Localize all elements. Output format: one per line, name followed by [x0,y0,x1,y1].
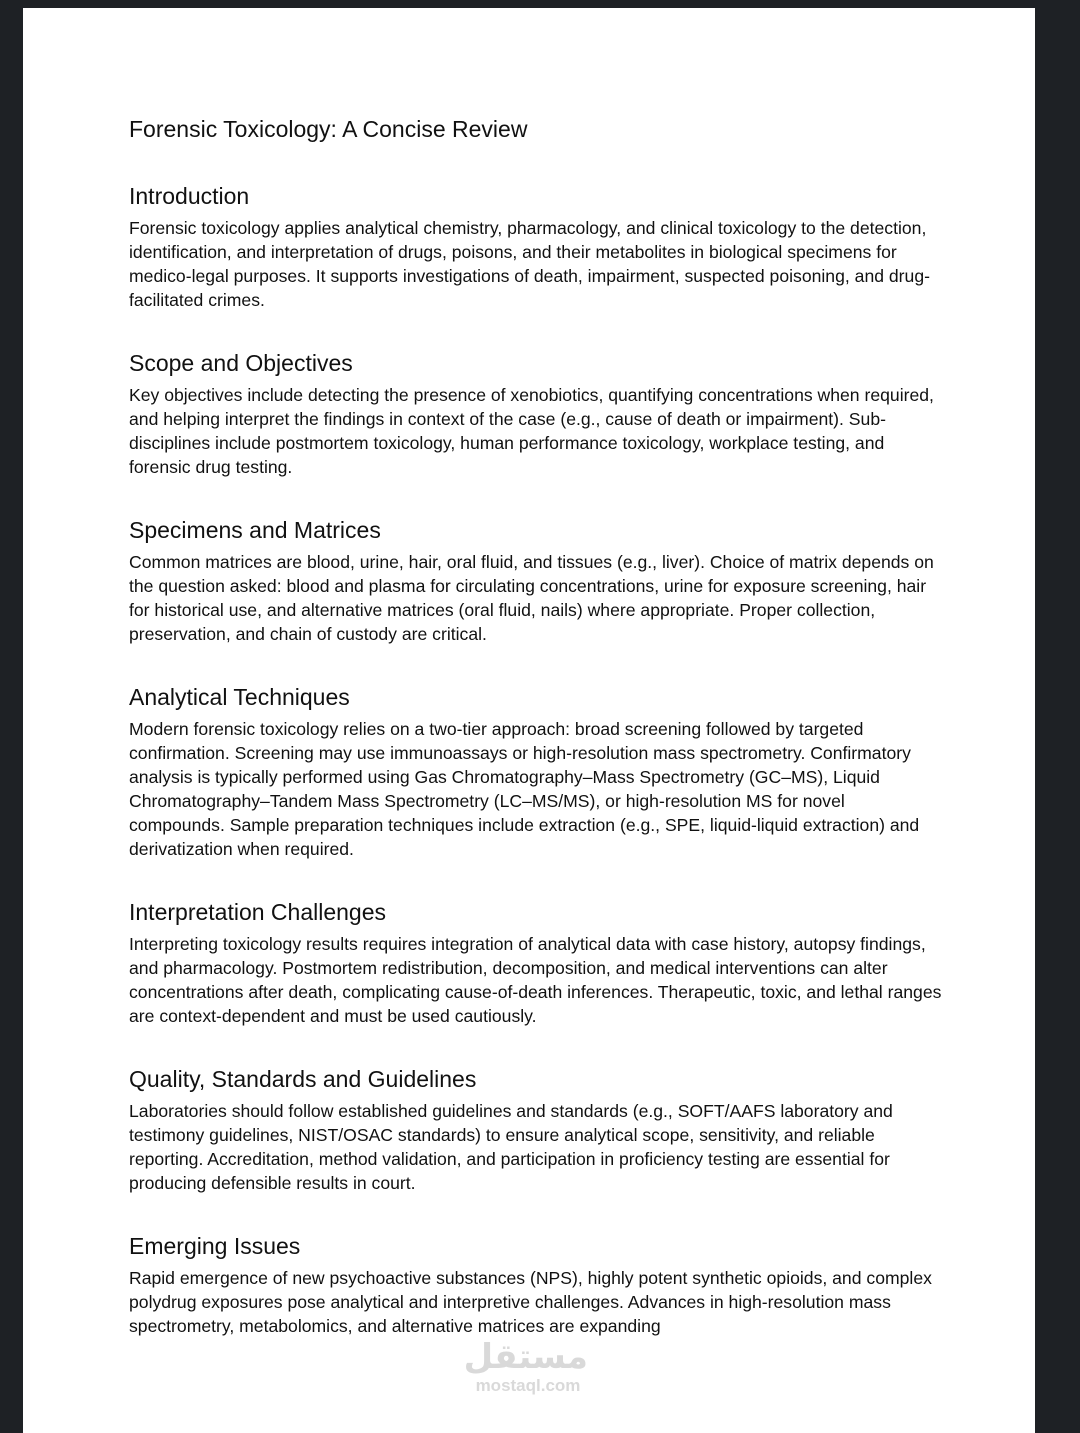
document-title: Forensic Toxicology: A Concise Review [129,116,528,142]
document-page [23,8,1035,1433]
section-interpretation-challenges [129,897,944,1028]
watermark [463,1337,588,1396]
watermark-logo: مستقل [463,1337,588,1377]
section-body: Forensic toxicology applies analytical chemistry, pharmacology, and clinical toxicology to the detection, identification, and interpretation of drugs, poisons, and their metabolites in biological specimens for medico-legal purposes. It supports investigations of death, impairment, suspected poisoning, and drug-facilitated crimes. [129,218,930,310]
section-heading: Scope and Objectives [129,350,353,376]
section-emerging-issues [129,1231,944,1338]
watermark-domain: mostaql.com [475,1376,581,1395]
section-analytical-techniques [129,682,944,861]
section-body: Interpreting toxicology results requires integration of analytical data with case history, autopsy findings, and pharmacology. Postmortem redistribution, decomposition, and medical interventions can alter concentrations after death, complicating cause-of-death inferences. Therapeutic, toxic, and lethal ranges are context-dependent and must be used cautiously. [129,934,942,1026]
section-body: Rapid emergence of new psychoactive substances (NPS), highly potent synthetic opioids, and complex polydrug exposures pose analytical and interpretive challenges. Advances in high-resolution mass spectrometry, metabolomics, and alternative matrices are expanding [129,1268,932,1336]
section-introduction [129,181,944,312]
section-heading: Introduction [129,183,250,209]
section-quality-standards [129,1064,944,1195]
section-body: Laboratories should follow established guidelines and standards (e.g., SOFT/AAFS laboratory and testimony guidelines, NIST/OSAC standards) to ensure analytical scope, sensitivity, and reliable reporting. Accreditation, method validation, and participation in proficiency testing are essential for producing defensible results in court. [129,1101,893,1193]
section-body: Modern forensic toxicology relies on a two-tier approach: broad screening followed by targeted confirmation. Screening may use immunoassays or high-resolution mass spectrometry. Confirmatory analysis is typically performed using Gas Chromatography–Mass Spectrometry (GC–MS), Liquid Chromatography–Tandem Mass Spectrometry (LC–MS/MS), or high-resolution MS for novel compounds. Sample preparation techniques include extraction (e.g., SPE, liquid-liquid extraction) and derivatization when required. [129,719,920,859]
section-body: Key objectives include detecting the presence of xenobiotics, quantifying concentrations when required, and helping interpret the findings in context of the case (e.g., cause of death or impairment). Sub-disciplines include postmortem toxicology, human performance toxicology, workplace testing, and forensic drug testing. [129,385,934,477]
section-heading: Analytical Techniques [129,684,350,710]
section-scope-and-objectives [129,348,944,479]
section-body: Common matrices are blood, urine, hair, oral fluid, and tissues (e.g., liver). Choice of matrix depends on the question asked: blood and plasma for circulating concentrations, urine for exposure screening, hair for historical use, and alternative matrices (oral fluid, nails) where appropriate. Proper collection, preservation, and chain of custody are critical. [129,552,934,644]
section-heading: Specimens and Matrices [129,517,381,543]
section-specimens-and-matrices [129,515,944,646]
section-heading: Quality, Standards and Guidelines [129,1066,477,1092]
section-heading: Interpretation Challenges [129,899,386,925]
document-content [129,114,944,1377]
section-heading: Emerging Issues [129,1233,301,1259]
